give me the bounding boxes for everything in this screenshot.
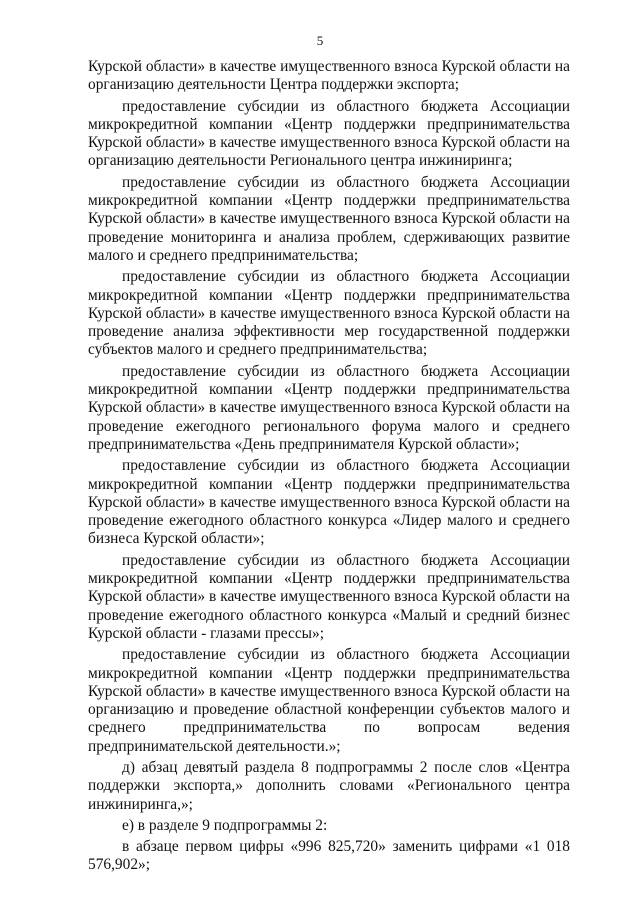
document-body: [88, 58, 570, 875]
paragraph: в абзаце первом цифры «996 825,720» заменить цифрами «1 018 576,902»;: [88, 838, 570, 874]
paragraph: предоставление субсидии из областного бюджета Ассоциации микрокредитной компании «Центр поддержки предпринимательства Курской области» в качестве имущественного взноса Курской области на проведение ежегодного областного конкурса «Малый и средний бизнес Курской области - глазами прессы»;: [88, 551, 570, 642]
paragraph: предоставление субсидии из областного бюджета Ассоциации микрокредитной компании «Центр поддержки предпринимательства Курской области» в качестве имущественного взноса Курской области на организацию деятельности Регионального центра инжиниринга;: [88, 97, 570, 170]
paragraph: предоставление субсидии из областного бюджета Ассоциации микрокредитной компании «Центр поддержки предпринимательства Курской области» в качестве имущественного взноса Курской области на проведение ежегодного регионального форума малого и среднего предпринимательства «День предпринимателя Курской области»;: [88, 362, 570, 453]
paragraph: д) абзац девятый раздела 8 подпрограммы 2 после слов «Центра поддержки экспорта,» дополнить словами «Регионального центра инжиниринга,»;: [88, 758, 570, 813]
paragraph: Курской области» в качестве имущественного взноса Курской области на организацию деятельности Центра поддержки экспорта;: [88, 58, 570, 94]
page-number: 5: [316, 33, 324, 48]
paragraph: е) в разделе 9 подпрограммы 2:: [122, 816, 328, 834]
paragraph: предоставление субсидии из областного бюджета Ассоциации микрокредитной компании «Центр поддержки предпринимательства Курской области» в качестве имущественного взноса Курской области на проведение ежегодного областного конкурса «Лидер малого и среднего бизнеса Курской области»;: [88, 457, 570, 548]
paragraph: предоставление субсидии из областного бюджета Ассоциации микрокредитной компании «Центр поддержки предпринимательства Курской области» в качестве имущественного взноса Курской области на проведение мониторинга и анализа проблем, сдерживающих развитие малого и среднего предпринимательства;: [88, 173, 570, 264]
paragraph: предоставление субсидии из областного бюджета Ассоциации микрокредитной компании «Центр поддержки предпринимательства Курской области» в качестве имущественного взноса Курской области на организацию и проведение областной конференции субъектов малого и среднего предпринимательства по вопросам ведения предпринимательской деятельности.»;: [88, 646, 570, 755]
paragraph: предоставление субсидии из областного бюджета Ассоциации микрокредитной компании «Центр поддержки предпринимательства Курской области» в качестве имущественного взноса Курской области на проведение анализа эффективности мер государственной поддержки субъектов малого и среднего предпринимательства;: [88, 268, 570, 359]
